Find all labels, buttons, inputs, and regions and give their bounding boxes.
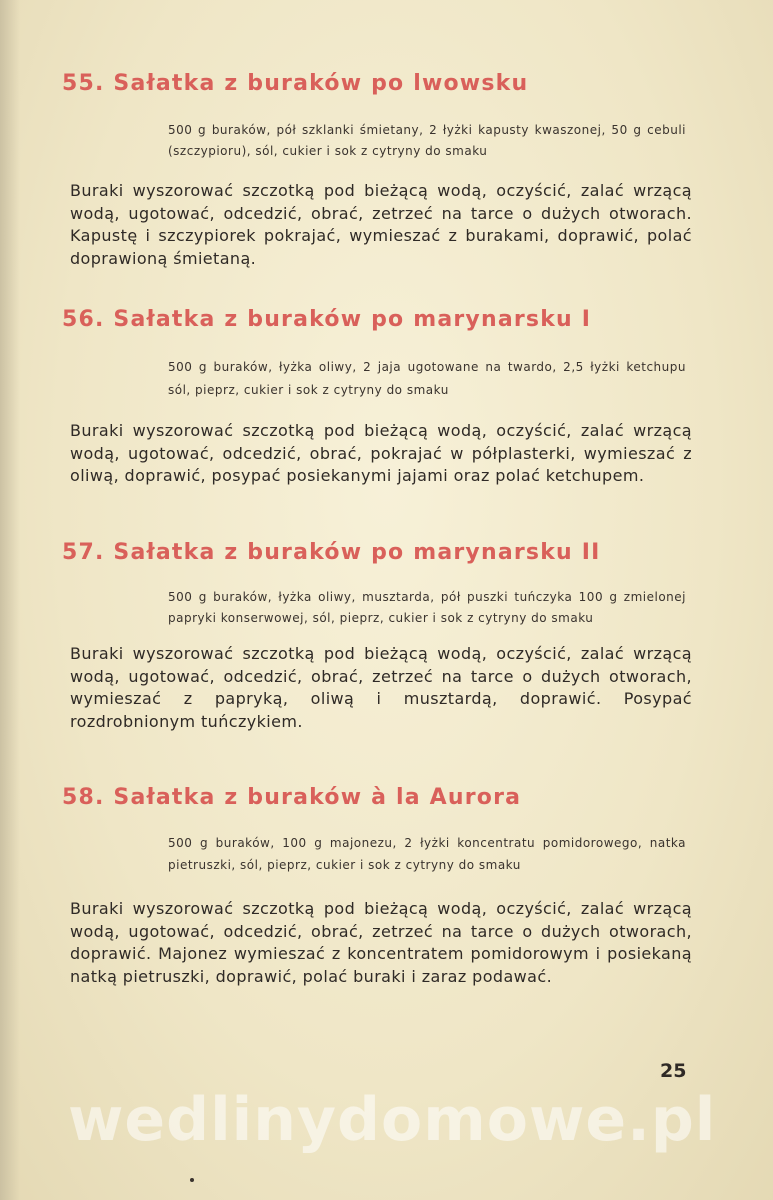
recipe-instructions: Buraki wyszorować szczotką pod bieżącą wodą, oczyścić, zalać wrzącą wodą, ugotować, odcedzić, obrać, pokrajać w półplasterki, wymieszać z oliwą, doprawić, posypać posiekanymi jajami oraz polać ketchupem. [70, 421, 692, 485]
recipe-title: 58. Sałatka z buraków à la Aurora [62, 785, 522, 810]
recipe-ingredients: 500 g buraków, 100 g majonezu, 2 łyżki koncentratu pomidorowego, natka pietruszki, sól, pieprz, cukier i sok z cytryny do smaku [168, 836, 686, 872]
recipe-55 [62, 71, 702, 270]
recipe-title: 56. Sałatka z buraków po marynarsku I [62, 307, 592, 332]
recipe-title: 55. Sałatka z buraków po lwowsku [62, 71, 529, 96]
recipe-title: 57. Sałatka z buraków po marynarsku II [62, 540, 601, 565]
recipe-instructions: Buraki wyszorować szczotką pod bieżącą wodą, oczyścić, zalać wrzącą wodą, ugotować, odcedzić, obrać, zetrzeć na tarce o dużych otworach, wymieszać z papryką, oliwą i musztardą, doprawić. Posypać rozdrobnionym tuńczykiem. [70, 644, 692, 731]
recipe-ingredients: 500 g buraków, pół szklanki śmietany, 2 łyżki kapusty kwaszonej, 50 g cebuli (szczypioru), sól, cukier i sok z cytryny do smaku [168, 123, 686, 158]
recipe-ingredients: 500 g buraków, łyżka oliwy, 2 jaja ugotowane na twardo, 2,5 łyżki ketchupu sól, pieprz, cukier i sok z cytryny do smaku [168, 360, 686, 397]
recipe-ingredients: 500 g buraków, łyżka oliwy, musztarda, pół puszki tuńczyka 100 g zmielonej papryki konserwowej, sól, pieprz, cukier i sok z cytryny do smaku [168, 590, 686, 625]
recipe-56 [62, 307, 702, 488]
recipe-58 [62, 785, 702, 988]
recipe-57 [62, 540, 702, 733]
ink-dot [190, 1178, 194, 1182]
recipe-instructions: Buraki wyszorować szczotką pod bieżącą wodą, oczyścić, zalać wrzącą wodą, ugotować, odcedzić, obrać, zetrzeć na tarce o dużych otworach, doprawić. Majonez wymieszać z koncentratem pomidorowym i posiekaną natką pietruszki, doprawić, polać buraki i zaraz podawać. [70, 899, 692, 986]
page-binding-shadow [0, 0, 20, 1200]
recipe-instructions: Buraki wyszorować szczotką pod bieżącą wodą, oczyścić, zalać wrzącą wodą, ugotować, odcedzić, obrać, zetrzeć na tarce o dużych otworach. Kapustę i szczypiorek pokrajać, wymieszać z burakami, doprawić, polać doprawioną śmietaną. [70, 181, 692, 268]
page-number: 25 [660, 1060, 687, 1082]
watermark: wedlinydomowe.pl [68, 1085, 717, 1155]
